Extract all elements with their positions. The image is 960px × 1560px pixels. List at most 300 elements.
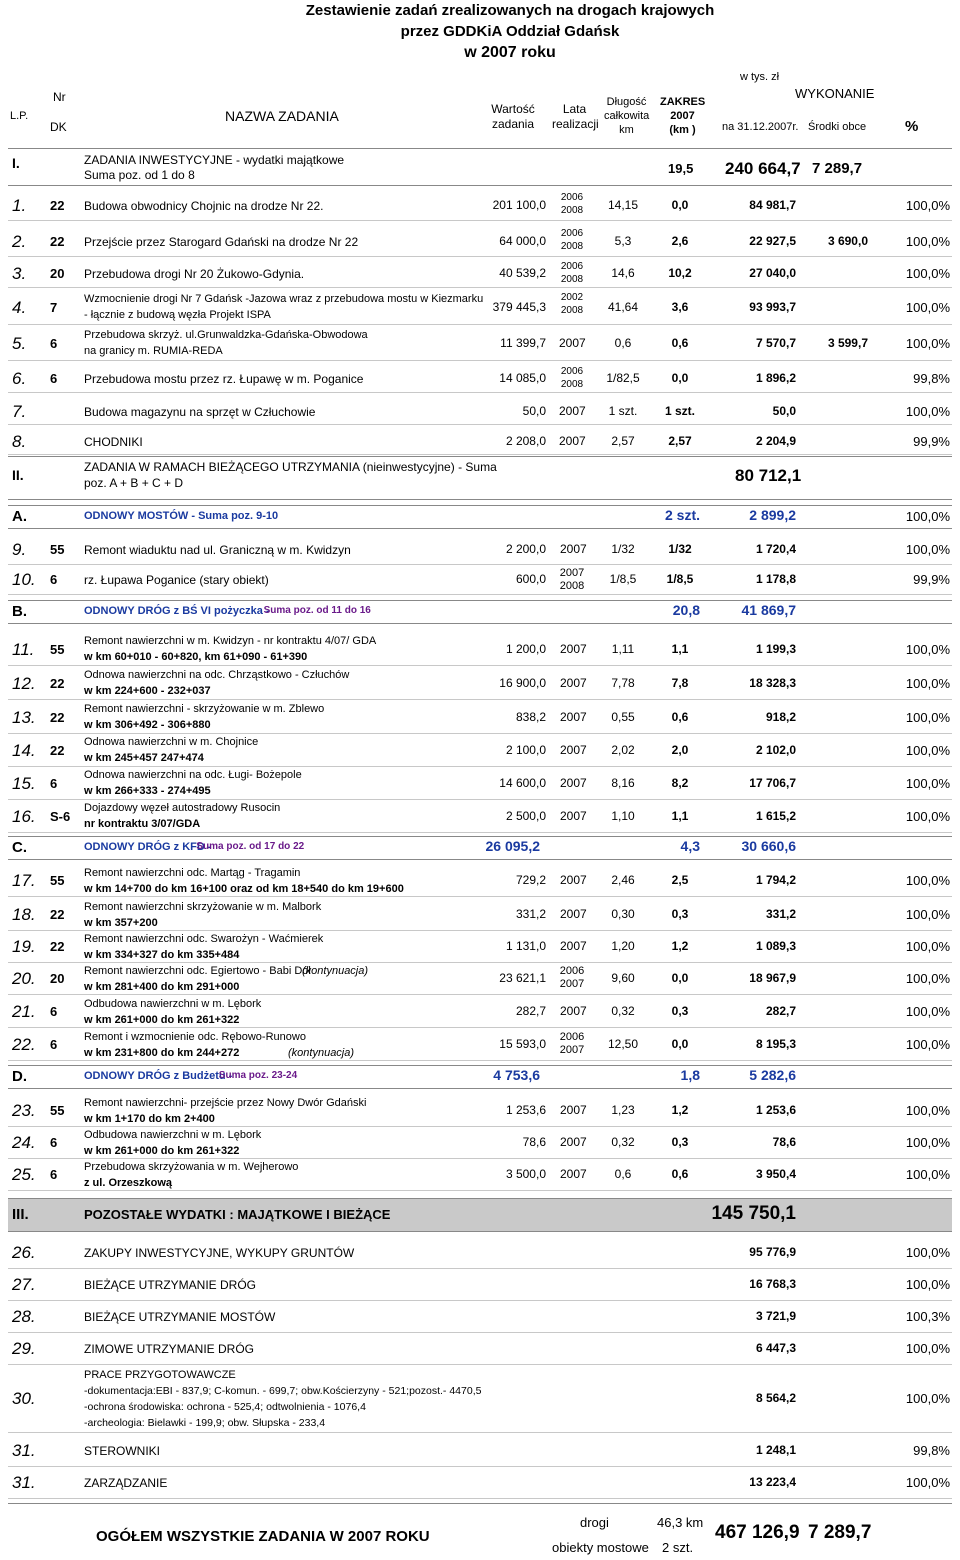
row-name: Przebudowa skrzyż. ul.Grunwaldzka-Gdańska-Obwodowa xyxy=(84,329,368,341)
row-zakres: 1/8,5 xyxy=(666,572,694,586)
row-wartosc: 11 399,7 xyxy=(500,336,546,350)
row-number: 25. xyxy=(12,1165,36,1184)
row-name: ZARZĄDZANIE xyxy=(84,1476,168,1490)
row-name-2: w km 1+170 do km 2+400 xyxy=(84,1113,215,1125)
row-zakres: 2,5 xyxy=(671,873,689,887)
row-pct: 100,0% xyxy=(905,775,950,791)
row-pct: 100,0% xyxy=(905,1103,950,1118)
row-pct: 100,0% xyxy=(905,1277,950,1292)
row-separator xyxy=(8,994,952,995)
total-szt: 2 szt. xyxy=(662,1540,694,1555)
row-separator xyxy=(8,594,952,595)
row-name: Budowa obwodnicy Chojnic na drodze Nr 22. xyxy=(84,199,324,213)
row-separator xyxy=(8,360,952,361)
row-lata: 2007 xyxy=(560,1135,587,1149)
row-lata: 2006 2008 xyxy=(560,366,584,390)
row-name-2: w km 306+492 - 306+880 xyxy=(84,719,211,731)
section-1-sum: Suma poz. od 1 do 8 xyxy=(84,168,195,182)
row-name: Przebudowa mostu przez rz. Łupawę w m. Poganice xyxy=(84,372,364,386)
row-lata: 2006 2008 xyxy=(560,228,584,252)
row-zakres: 1,2 xyxy=(671,939,689,953)
row-wykonanie: 95 776,9 xyxy=(749,1245,796,1259)
section-1-obce: 7 289,7 xyxy=(812,160,863,177)
row-name-2: na granicy m. RUMIA-REDA xyxy=(84,345,223,357)
row-lata: 2007 xyxy=(559,336,586,350)
row-number: 8. xyxy=(12,432,27,451)
subsection-num: D. xyxy=(12,1068,27,1085)
row-lata: 2006 2008 xyxy=(560,192,584,216)
row-dlugosc: 12,50 xyxy=(607,1037,639,1051)
col-nr: Nr xyxy=(53,90,66,104)
row-dk: 22 xyxy=(50,675,65,691)
row-30-line-3: -ochrona środowiska: ochrona - 525,4; odtwolnienia - 1076,4 xyxy=(84,1401,366,1413)
row-name-2: w km 231+800 do km 244+272 xyxy=(84,1047,240,1059)
row-lata: 2007 xyxy=(560,775,587,790)
row-wykonanie: 27 040,0 xyxy=(749,266,796,280)
col-wykonanie: WYKONANIE xyxy=(795,86,875,101)
row-wartosc: 23 621,1 xyxy=(499,971,546,985)
subsection-range: Suma poz. od 17 do 22 xyxy=(196,841,305,852)
row-wartosc: 838,2 xyxy=(515,709,546,724)
subsection-name: ODNOWY DRÓG z KFD - xyxy=(84,841,212,853)
row-number: 5. xyxy=(12,334,27,353)
row-wykonanie: 8 195,3 xyxy=(755,1037,796,1051)
subsection-num: B. xyxy=(12,603,27,620)
row-number: 1. xyxy=(12,196,27,215)
row-zakres: 0,0 xyxy=(671,371,689,385)
row-dlugosc: 1,10 xyxy=(611,808,635,823)
row-wartosc: 2 500,0 xyxy=(505,808,546,823)
total-wykonanie: 467 126,9 xyxy=(715,1522,800,1543)
row-dk: 7 xyxy=(50,300,58,315)
row-dlugosc: 2,02 xyxy=(611,742,635,757)
row-wykonanie: 18 967,9 xyxy=(749,971,796,985)
row-zakres: 10,2 xyxy=(668,266,692,280)
row-name: Remont nawierzchni w m. Kwidzyn - nr kontraktu 4/07/ GDA xyxy=(84,635,377,647)
row-wartosc: 1 200,0 xyxy=(505,641,546,656)
row-dk: 22 xyxy=(50,198,65,213)
row-separator xyxy=(8,424,952,425)
row-name: ZIMOWE UTRZYMANIE DRÓG xyxy=(84,1342,254,1356)
row-name-2: w km 245+457 247+474 xyxy=(84,752,204,764)
row-name: ZAKUPY INWESTYCYJNE, WYKUPY GRUNTÓW xyxy=(84,1246,355,1260)
row-wykonanie: 3 721,9 xyxy=(755,1309,796,1323)
subsection-wykonanie: 30 660,6 xyxy=(741,838,796,854)
row-wartosc: 379 445,3 xyxy=(492,300,546,314)
subsection-zakres: 4,3 xyxy=(680,838,700,854)
row-wykonanie: 1 178,8 xyxy=(755,572,796,586)
row-number: 29. xyxy=(12,1339,36,1358)
row-pct: 99,9% xyxy=(913,434,950,449)
row-separator xyxy=(8,1498,952,1499)
section-2-name: ZADANIA W RAMACH BIEŻĄCEGO UTRZYMANIA (nieinwestycyjne) - Suma xyxy=(84,460,497,474)
row-name: BIEŻĄCE UTRZYMANIE DRÓG xyxy=(84,1278,257,1292)
subsection-name: ODNOWY DRÓG z BŚ VI pożyczka - xyxy=(84,605,270,617)
subsection-range: Suma poz. od 11 do 16 xyxy=(263,605,371,616)
col-na-dzien: na 31.12.2007r. xyxy=(722,121,799,133)
row-name: Remont nawierzchni skrzyżowanie w m. Malbork xyxy=(84,901,322,913)
subsection-zakres: 1,8 xyxy=(680,1067,700,1083)
row-pct: 100,0% xyxy=(905,336,950,351)
row-wykonanie: 16 768,3 xyxy=(749,1277,796,1291)
row-lata: 2006 2007 xyxy=(559,1031,585,1056)
row-dlugosc: 9,60 xyxy=(611,971,635,985)
row-name: Remont i wzmocnienie odc. Rębowo-Runowo xyxy=(84,1031,306,1043)
row-zakres: 3,6 xyxy=(671,300,689,314)
row-dlugosc: 0,30 xyxy=(611,907,635,921)
row-pct: 99,8% xyxy=(913,1443,950,1458)
row-dlugosc: 5,3 xyxy=(614,234,632,248)
row-separator xyxy=(8,454,952,455)
row-dlugosc: 14,6 xyxy=(611,266,635,280)
row-wartosc: 64 000,0 xyxy=(499,234,546,248)
row-dlugosc: 1,20 xyxy=(611,939,635,953)
row-zakres: 8,2 xyxy=(671,775,689,790)
row-zakres: 1,1 xyxy=(671,808,689,823)
row-dk: 22 xyxy=(50,907,65,922)
section-3-name: POZOSTAŁE WYDATKI : MAJĄTKOWE I BIEŻĄCE xyxy=(84,1207,391,1222)
row-dlugosc: 2,46 xyxy=(611,873,635,887)
row-wartosc: 16 900,0 xyxy=(499,675,546,690)
row-number: 20. xyxy=(12,969,36,988)
row-wykonanie: 918,2 xyxy=(765,709,796,724)
col-srodki-obce: Środki obce xyxy=(808,121,867,133)
row-wykonanie: 1 896,2 xyxy=(755,371,796,385)
row-wykonanie: 2 102,0 xyxy=(755,742,796,757)
row-name: Odbudowa nawierzchni w m. Lębork xyxy=(84,998,262,1010)
row-separator xyxy=(8,665,952,666)
total-drogi-label: drogi xyxy=(580,1515,609,1530)
row-dk: 22 xyxy=(50,234,65,249)
report-title: Zestawienie zadań zrealizowanych na drogach krajowych xyxy=(305,2,715,19)
row-separator xyxy=(8,1268,952,1269)
row-zakres: 0,0 xyxy=(671,1037,689,1051)
row-dk: 55 xyxy=(50,873,65,888)
row-dk: 6 xyxy=(50,1167,58,1182)
row-separator xyxy=(8,1060,952,1061)
row-dlugosc: 2,57 xyxy=(611,434,635,448)
row-zakres: 0,0 xyxy=(671,198,689,212)
section-3-wykonanie: 145 750,1 xyxy=(711,1203,796,1224)
section-1-name: ZADANIA INWESTYCYJNE - wydatki majątkowe xyxy=(84,153,345,167)
section-2-wykonanie: 80 712,1 xyxy=(735,466,802,485)
subsection-num: C. xyxy=(12,839,27,856)
row-pct: 100,0% xyxy=(905,641,950,657)
row-number: 6. xyxy=(12,369,27,388)
row-lata: 2007 xyxy=(560,1167,587,1181)
row-lata: 2007 xyxy=(560,641,587,656)
row-dk: 6 xyxy=(50,1135,58,1150)
row-lata: 2006 2008 xyxy=(560,261,584,285)
subsection-num: A. xyxy=(12,508,27,525)
row-wykonanie: 1 794,2 xyxy=(755,873,796,887)
row-wykonanie: 1 089,3 xyxy=(755,939,796,953)
row-number: 15. xyxy=(12,773,36,793)
row-dk: 6 xyxy=(50,336,58,351)
row-wykonanie: 331,2 xyxy=(765,907,796,921)
row-separator xyxy=(8,287,952,288)
row-wykonanie: 17 706,7 xyxy=(749,775,796,790)
row-separator xyxy=(8,392,952,393)
row-wykonanie: 3 950,4 xyxy=(755,1167,796,1181)
subsection-wykonanie: 2 899,2 xyxy=(749,507,796,523)
row-separator xyxy=(8,1364,952,1365)
row-pct: 99,9% xyxy=(913,572,950,587)
row-zakres: 1 szt. xyxy=(664,404,695,418)
row-zakres: 0,3 xyxy=(671,907,689,921)
row-name-2: w km 261+000 do km 261+322 xyxy=(84,1014,240,1026)
row-zakres: 0,6 xyxy=(671,709,689,724)
row-pct: 100,0% xyxy=(905,1135,950,1150)
row-pct: 100,0% xyxy=(905,873,950,888)
row-lata: 2007 xyxy=(560,675,587,690)
row-pct: 100,0% xyxy=(905,198,950,213)
row-separator xyxy=(8,1027,952,1028)
row-zakres: 0,6 xyxy=(671,336,689,350)
row-separator xyxy=(8,1300,952,1301)
row-pct: 100,0% xyxy=(905,1167,950,1182)
row-name: BIEŻĄCE UTRZYMANIE MOSTÓW xyxy=(84,1310,276,1324)
row-name: Remont nawierzchni - skrzyżowanie w m. Zblewo xyxy=(84,703,325,715)
row-name: Remont nawierzchni odc. Martąg - Tragamin xyxy=(84,867,301,879)
row-dlugosc: 1/82,5 xyxy=(606,371,640,385)
row-pct: 100,0% xyxy=(905,234,950,249)
row-lata: 2007 xyxy=(560,709,587,724)
subsection-zakres: 2 szt. xyxy=(664,507,700,523)
row-zakres: 7,8 xyxy=(671,675,689,690)
row-number: 14. xyxy=(12,740,36,760)
row-lata: 2006 2007 xyxy=(559,965,585,990)
row-number: 24. xyxy=(12,1133,36,1152)
row-name: Budowa magazynu na sprzęt w Człuchowie xyxy=(84,405,316,419)
subsection-name: ODNOWY DRÓG z Budżetu - xyxy=(84,1070,233,1082)
row-separator xyxy=(8,1332,952,1333)
row-name: Remont nawierzchni odc. Egiertowo - Babi Dół xyxy=(84,965,311,977)
col-dk: DK xyxy=(50,120,67,134)
row-name: Odnowa nawierzchni na odc. Chrząstkowo - Człuchów xyxy=(84,669,350,681)
row-number: 31. xyxy=(12,1473,36,1492)
row-wartosc: 50,0 xyxy=(522,404,546,418)
row-pct: 100,0% xyxy=(905,808,950,824)
row-wartosc: 1 253,6 xyxy=(505,1103,546,1117)
row-pct: 100,0% xyxy=(905,1245,950,1260)
row-number: 16. xyxy=(12,806,36,826)
row-wartosc: 2 208,0 xyxy=(505,434,546,448)
row-dk: S-6 xyxy=(50,808,71,824)
row-dlugosc: 8,16 xyxy=(611,775,635,790)
row-dlugosc: 0,6 xyxy=(614,1167,632,1181)
row-pct: 100,0% xyxy=(905,1341,950,1356)
row-wartosc: 201 100,0 xyxy=(492,198,546,212)
section-3-num: III. xyxy=(12,1206,29,1223)
col-pct: % xyxy=(905,118,919,135)
row-wykonanie: 22 927,5 xyxy=(749,234,796,248)
row-pct: 100,0% xyxy=(905,742,950,758)
row-number: 3. xyxy=(12,264,27,283)
row-pct: 99,8% xyxy=(913,371,950,386)
row-number: 22. xyxy=(12,1035,36,1054)
row-wartosc: 600,0 xyxy=(515,572,546,586)
row-name-2: z ul. Orzeszkową xyxy=(84,1177,173,1189)
col-lp: L.P. xyxy=(10,110,29,122)
row-wykonanie: 13 223,4 xyxy=(749,1475,796,1489)
row-name-2: w km 14+700 do km 16+100 oraz od km 18+540 do km 19+600 xyxy=(84,883,404,895)
row-wykonanie: 93 993,7 xyxy=(749,300,796,314)
row-obce: 3 599,7 xyxy=(827,336,868,350)
row-pct: 100,0% xyxy=(905,300,950,315)
row-name: rz. Łupawa Poganice (stary obiekt) xyxy=(84,573,269,587)
row-dk: 6 xyxy=(50,371,58,386)
row-zakres: 0,3 xyxy=(671,1004,689,1018)
row-name: CHODNIKI xyxy=(84,435,143,449)
row-number: 18. xyxy=(12,905,36,924)
row-wartosc: 2 200,0 xyxy=(505,542,546,556)
row-separator xyxy=(8,564,952,565)
row-lata: 2007 xyxy=(560,808,587,823)
col-dlugosc: Długość całkowita km xyxy=(604,96,650,136)
row-lata: 2007 xyxy=(560,907,587,921)
row-pct: 100,0% xyxy=(905,266,950,281)
row-number: 27. xyxy=(12,1275,36,1294)
row-dlugosc: 7,78 xyxy=(611,675,635,690)
row-wartosc: 15 593,0 xyxy=(499,1037,546,1051)
row-number: 2. xyxy=(12,232,27,251)
row-name: Odnowa nawierzchni na odc. Ługi- Bożepole xyxy=(84,769,302,781)
row-separator xyxy=(8,699,952,700)
row-name: Odbudowa nawierzchni w m. Lębork xyxy=(84,1129,262,1141)
subsection-zakres: 20,8 xyxy=(672,602,700,618)
section-1-zakres: 19,5 xyxy=(668,161,694,176)
row-dk: 20 xyxy=(50,266,65,281)
row-dk: 55 xyxy=(50,1103,65,1118)
row-pct: 100,0% xyxy=(905,542,950,557)
row-30-line-4: -archeologia: Bielawki - 199,9; obw. Słupska - 233,4 xyxy=(84,1417,326,1429)
row-lata: 2007 xyxy=(560,1103,587,1117)
row-dlugosc: 1,23 xyxy=(611,1103,635,1117)
row-name: Odnowa nawierzchni w m. Chojnice xyxy=(84,736,259,748)
row-pct: 100,0% xyxy=(905,709,950,725)
row-number: 11. xyxy=(12,639,35,659)
row-dk: 22 xyxy=(50,742,65,758)
subsection-wartosc: 26 095,2 xyxy=(485,838,540,854)
row-pct: 100,0% xyxy=(905,939,950,954)
row-number: 30. xyxy=(12,1389,36,1408)
row-number: 13. xyxy=(12,707,36,727)
row-wartosc: 3 500,0 xyxy=(505,1167,546,1181)
row-pct: 100,0% xyxy=(905,1004,950,1019)
row-number: 7. xyxy=(12,402,27,421)
row-note: (kontynuacja) xyxy=(302,965,369,977)
row-wykonanie: 84 981,7 xyxy=(749,198,796,212)
section-2-sum: poz. A + B + C + D xyxy=(84,476,184,490)
total-obiekty-label: obiekty mostowe xyxy=(552,1540,649,1555)
row-name: Remont wiaduktu nad ul. Graniczną w m. Kwidzyn xyxy=(84,543,351,557)
row-dlugosc: 0,55 xyxy=(611,709,635,724)
section-1-wykonanie: 240 664,7 xyxy=(725,159,801,178)
row-dlugosc: 1/8,5 xyxy=(609,572,637,586)
row-pct: 100,0% xyxy=(905,1037,950,1052)
row-name: Remont nawierzchni- przejście przez Nowy Dwór Gdański xyxy=(84,1097,367,1109)
subsection-pct: 100,0% xyxy=(905,509,950,524)
row-zakres: 0,0 xyxy=(671,971,689,985)
report-year: w 2007 roku xyxy=(464,44,556,61)
row-dlugosc: 0,32 xyxy=(611,1004,635,1018)
row-wartosc: 282,7 xyxy=(515,1004,546,1018)
row-lata: 2007 xyxy=(560,939,587,953)
row-name-2: w km 261+000 do km 261+322 xyxy=(84,1145,240,1157)
row-pct: 100,0% xyxy=(905,971,950,986)
row-lata: 2007 xyxy=(560,742,587,757)
row-wartosc: 14 085,0 xyxy=(499,371,546,385)
row-pct: 100,0% xyxy=(905,1391,950,1406)
row-pct: 100,0% xyxy=(905,675,950,691)
row-zakres: 2,57 xyxy=(668,434,692,448)
row-zakres: 2,6 xyxy=(671,234,689,248)
row-wartosc: 1 131,0 xyxy=(505,939,546,953)
row-wykonanie: 1 248,1 xyxy=(755,1443,796,1457)
row-obce: 3 690,0 xyxy=(827,234,868,248)
row-wykonanie: 50,0 xyxy=(772,404,796,418)
total-label: OGÓŁEM WSZYSTKIE ZADANIA W 2007 ROKU xyxy=(96,1528,430,1545)
row-number: 19. xyxy=(12,937,36,956)
row-number: 10. xyxy=(12,570,36,589)
row-dlugosc: 14,15 xyxy=(607,198,639,212)
row-zakres: 1/32 xyxy=(668,542,692,556)
row-pct: 100,3% xyxy=(905,1309,950,1324)
report-subtitle: przez GDDKiA Oddział Gdańsk xyxy=(400,23,620,40)
row-zakres: 0,6 xyxy=(671,1167,689,1181)
row-lata: 2007 xyxy=(559,434,586,448)
row-wartosc: 2 100,0 xyxy=(505,742,546,757)
row-dk: 22 xyxy=(50,939,65,954)
col-wartosc: Wartość zadania xyxy=(491,102,535,131)
row-separator xyxy=(8,324,952,325)
row-wykonanie: 7 570,7 xyxy=(755,336,796,350)
row-number: 4. xyxy=(12,298,27,317)
row-dk: 6 xyxy=(50,775,58,791)
row-number: 9. xyxy=(12,540,27,559)
row-wartosc: 78,6 xyxy=(522,1135,546,1149)
total-km: 46,3 km xyxy=(657,1515,704,1530)
row-lata: 2007 xyxy=(560,873,587,887)
row-wykonanie: 1 199,3 xyxy=(755,641,796,656)
row-pct: 100,0% xyxy=(905,404,950,419)
row-wykonanie: 282,7 xyxy=(765,1004,796,1018)
section-2-num: II. xyxy=(12,467,24,483)
row-wartosc: 331,2 xyxy=(515,907,546,921)
row-separator xyxy=(8,256,952,257)
row-name-2: w km 334+327 do km 335+484 xyxy=(84,949,240,961)
row-wykonanie: 6 447,3 xyxy=(755,1341,796,1355)
row-dk: 6 xyxy=(50,572,58,587)
row-pct: 100,0% xyxy=(905,907,950,922)
row-zakres: 1,2 xyxy=(671,1103,689,1117)
row-number: 31. xyxy=(12,1441,36,1460)
unit-label: w tys. zł xyxy=(740,71,780,83)
row-number: 21. xyxy=(12,1002,36,1021)
row-name: Remont nawierzchni odc. Swarożyn - Waćmierek xyxy=(84,933,324,945)
row-pct: 100,0% xyxy=(905,1475,950,1490)
row-number: 28. xyxy=(12,1307,36,1326)
subsection-name: ODNOWY MOSTÓW - Suma poz. 9-10 xyxy=(84,510,279,522)
col-zakres: ZAKRES 2007 (km ) xyxy=(660,96,706,136)
subsection-wykonanie: 41 869,7 xyxy=(741,602,796,618)
row-zakres: 2,0 xyxy=(671,742,689,757)
row-30-line-1: PRACE PRZYGOTOWAWCZE xyxy=(84,1369,236,1381)
row-name-2: w km 266+333 - 274+495 xyxy=(84,785,211,797)
row-dk: 20 xyxy=(50,971,65,986)
row-name-2: w km 224+600 - 232+037 xyxy=(84,685,211,697)
